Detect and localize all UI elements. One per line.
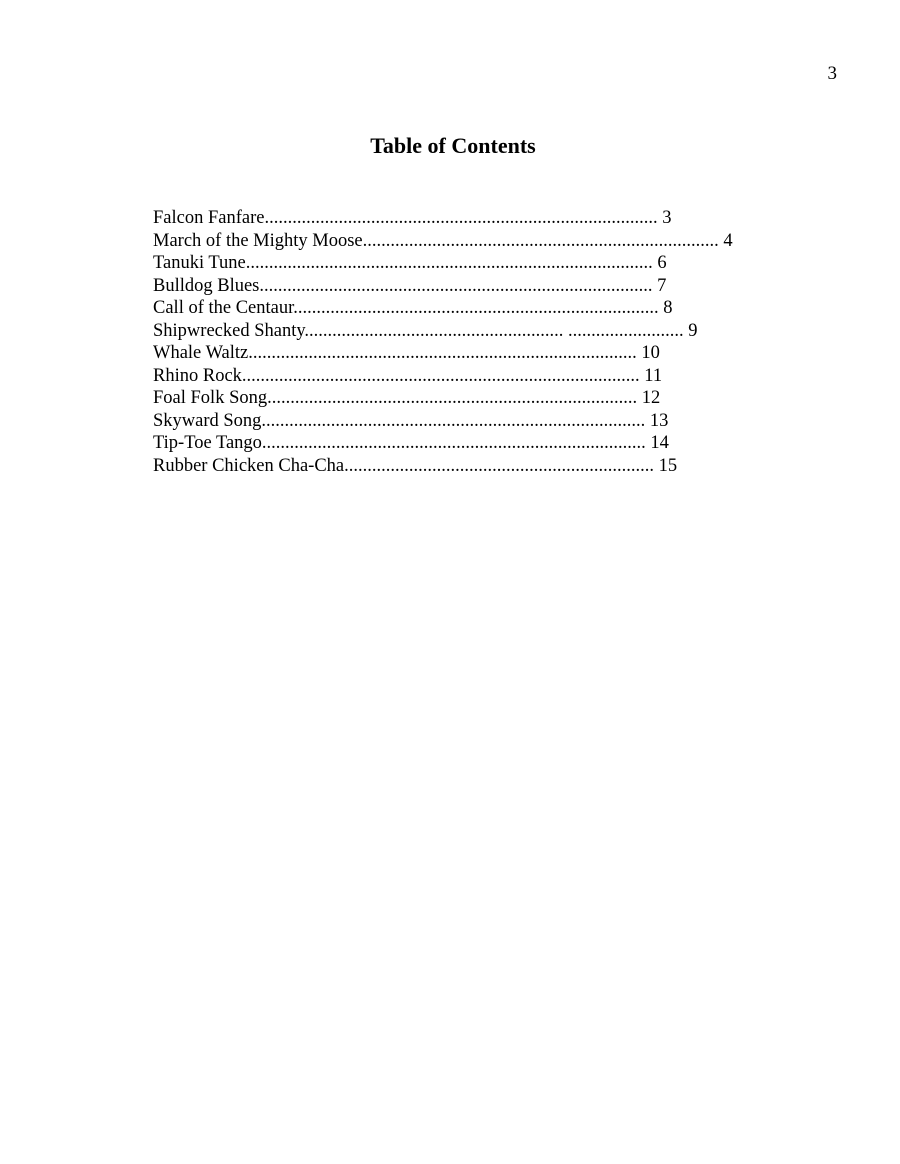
toc-entry-bulldog-blues: Bulldog Blues..................................................................................... 7: [153, 275, 667, 296]
toc-entry-rubber-chicken-cha-cha: Rubber Chicken Cha-Cha................................................................... 15: [153, 455, 678, 476]
toc-entry-rhino-rock: Rhino Rock...................................................................................... 11: [153, 365, 663, 386]
toc-entry-foal-folk-song: Foal Folk Song................................................................................ 12: [153, 388, 661, 408]
toc-entry-tip-toe-tango: Tip-Toe Tango................................................................................... 14: [153, 433, 669, 453]
toc-entry-whale-waltz: Whale Waltz.................................................................................... 10: [153, 343, 660, 363]
toc-entry-skyward-song: Skyward Song................................................................................... 13: [153, 410, 669, 431]
toc-entry-call-of-the-centaur: Call of the Centaur............................................................................... 8: [153, 298, 673, 318]
page-title: Table of Contents: [370, 133, 536, 158]
toc-list: [153, 207, 733, 477]
toc-entry-falcon-fanfare: Falcon Fanfare..................................................................................... 3: [153, 208, 672, 228]
toc-entry-march-of-the-mighty-moose: March of the Mighty Moose............................................................................. 4: [153, 230, 733, 251]
toc-entry-shipwrecked-shanty: Shipwrecked Shanty........................................................ ......................... 9: [153, 320, 698, 341]
toc-entry-tanuki-tune: Tanuki Tune........................................................................................ 6: [153, 253, 667, 273]
page-number: 3: [827, 63, 837, 84]
